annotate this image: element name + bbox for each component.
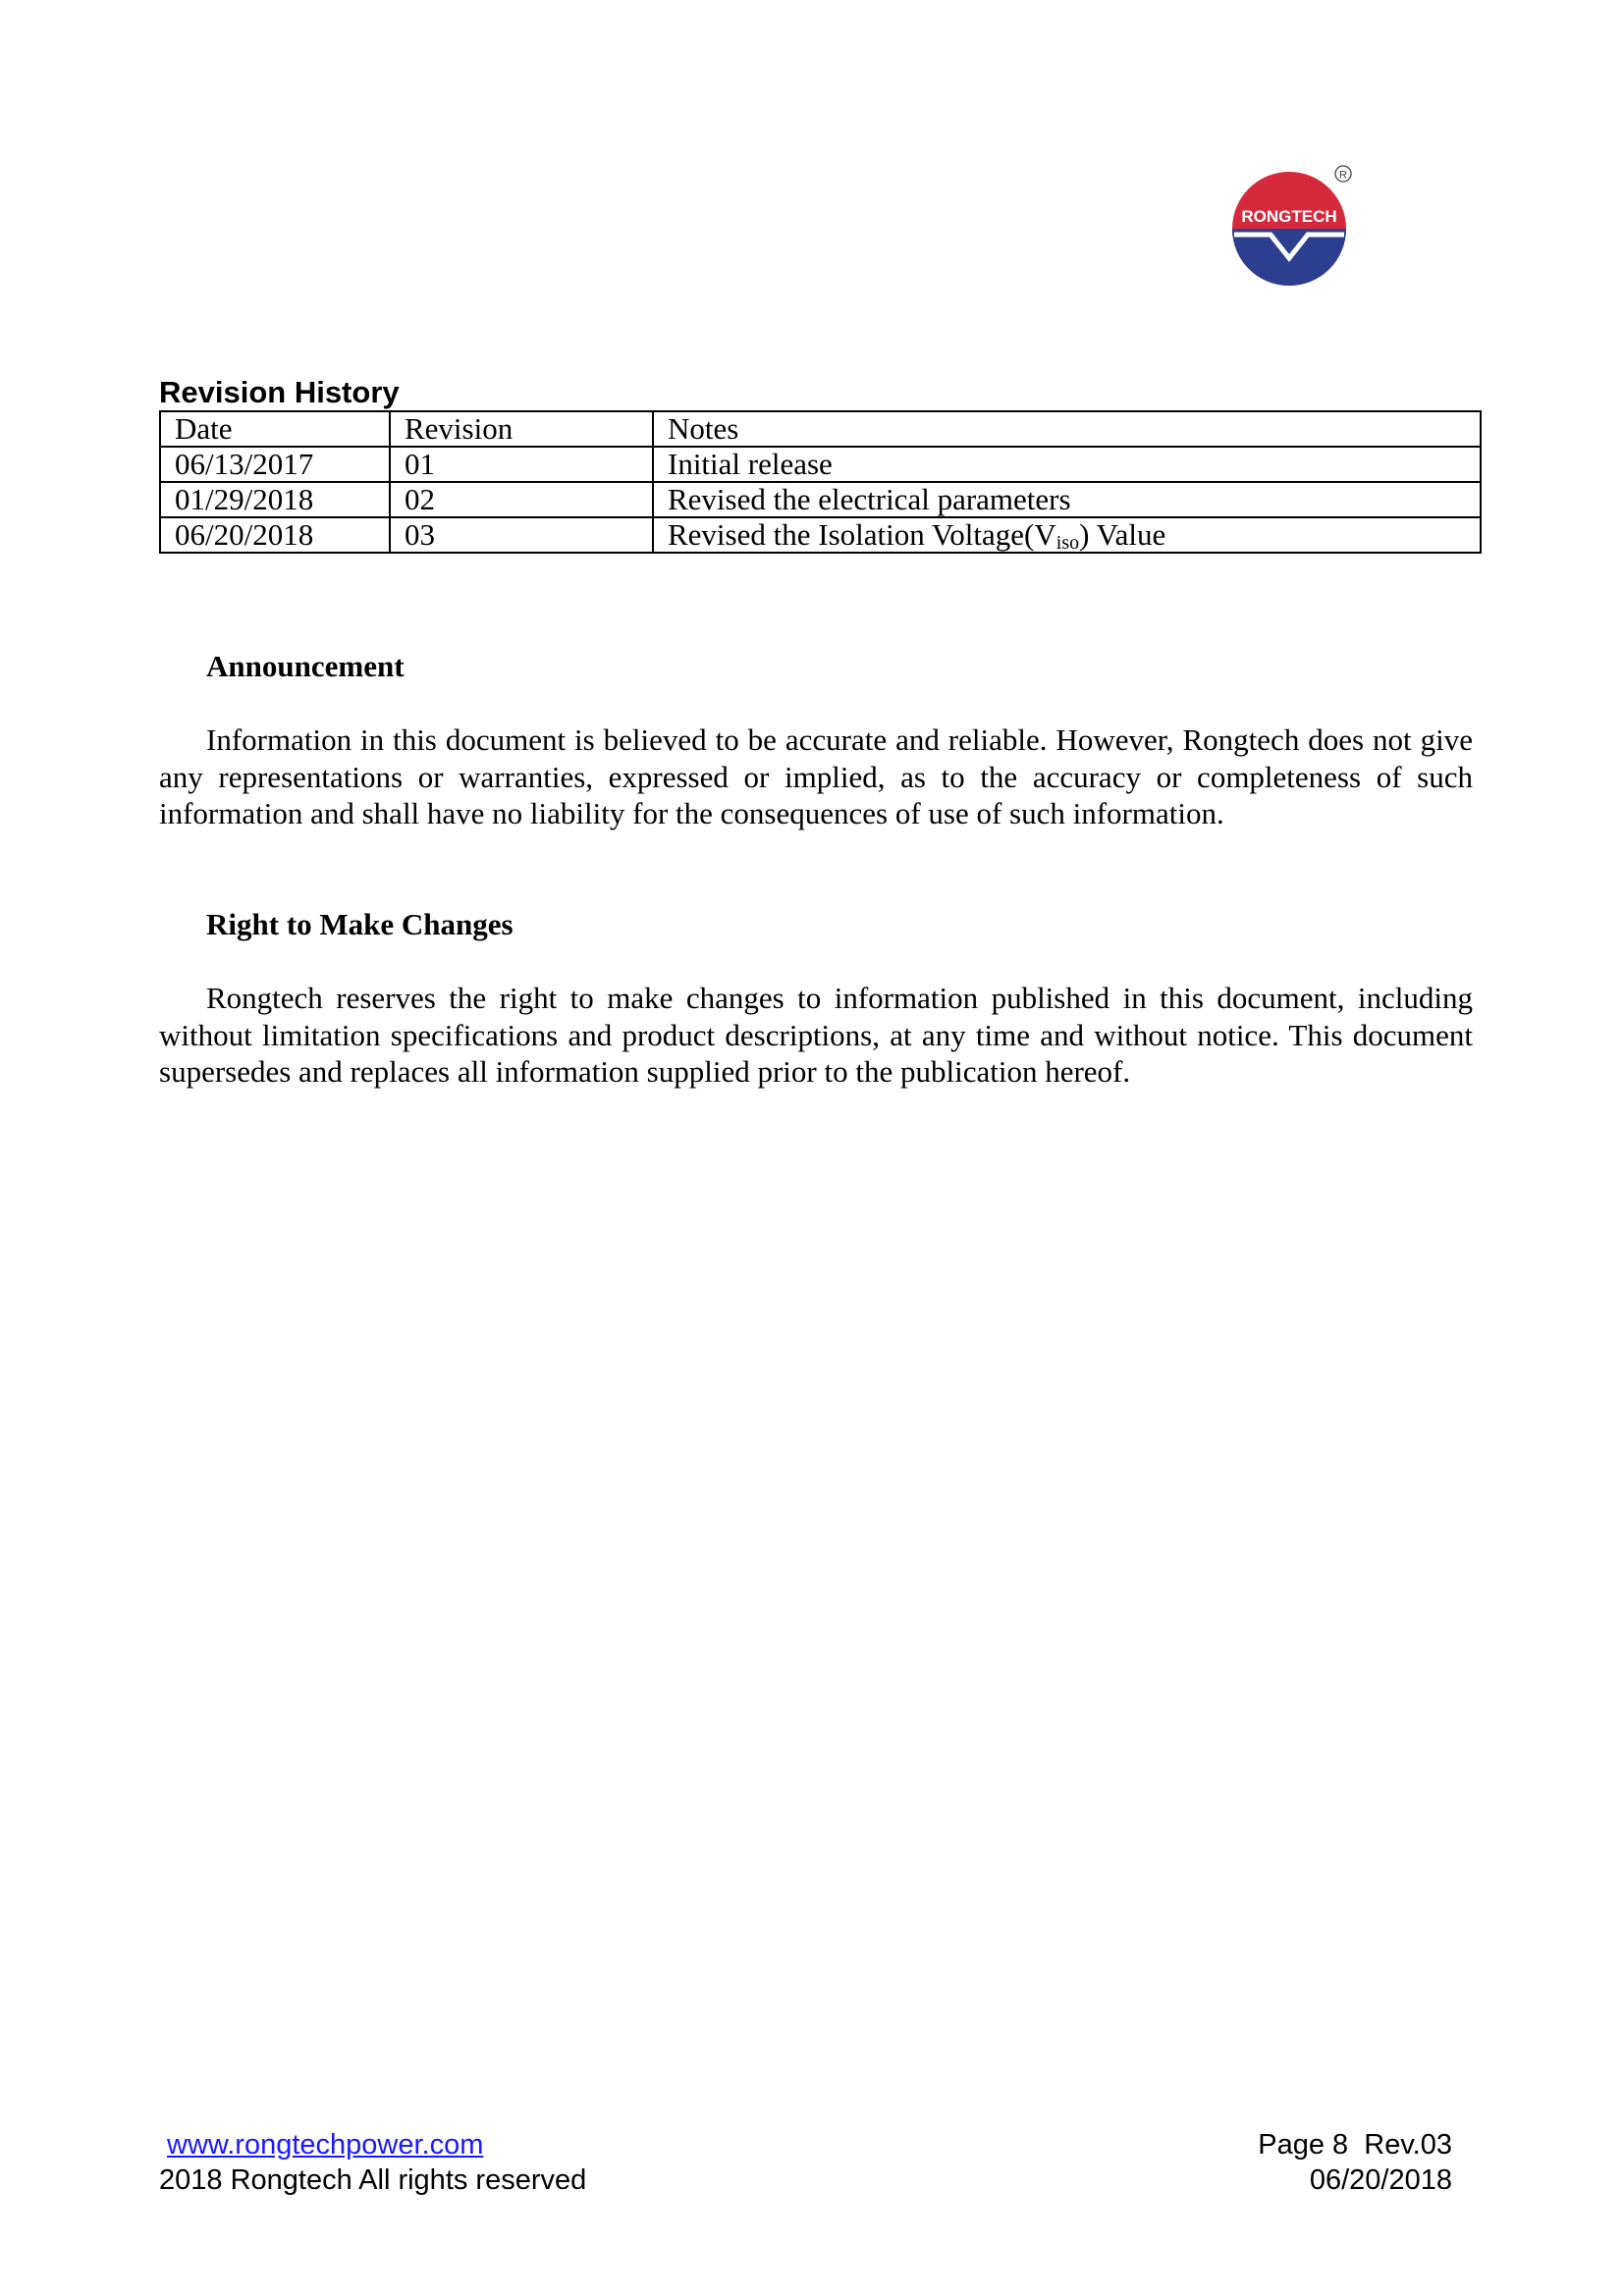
row-date: 01/29/2018	[160, 482, 390, 517]
logo-brand-text: RONGTECH	[1241, 207, 1337, 226]
announcement-heading: Announcement	[206, 649, 405, 683]
rongtech-logo	[1225, 160, 1363, 290]
website-link[interactable]: www.rongtechpower.com	[167, 2129, 484, 2161]
row-revision: 01	[390, 447, 653, 482]
row-revision: 02	[390, 482, 653, 517]
right-to-change-heading: Right to Make Changes	[206, 907, 514, 941]
announcement-body: Information in this document is believed to be accurate and reliable. However, Rongtech does not give any representations or warranties, expressed or implied, as to the accuracy or completeness of such information and shall have no liability for the consequences of use of such information.	[159, 722, 1473, 830]
registered-mark: R	[1339, 169, 1347, 182]
table-header-row	[160, 411, 1481, 447]
notes-suffix: ) Value	[1079, 517, 1166, 552]
copyright-text: 2018 Rongtech All rights reserved	[159, 2164, 587, 2196]
row-revision: 03	[390, 517, 653, 553]
right-to-change-body: Rongtech reserves the right to make changes to information published in this document, including without limitation specifications and product descriptions, at any time and without notice. This document supersedes and replaces all information supplied prior to the publication hereof.	[159, 981, 1473, 1089]
row-notes: Revised the electrical parameters	[653, 482, 1481, 517]
table-row	[160, 482, 1481, 517]
row-notes: Initial release	[653, 447, 1481, 482]
rongtech-logo-icon	[1225, 160, 1363, 290]
header-revision: Revision	[390, 411, 653, 447]
row-date: 06/13/2017	[160, 447, 390, 482]
revision-history-table	[159, 410, 1482, 554]
table-row	[160, 517, 1481, 553]
row-notes	[653, 517, 1481, 553]
notes-prefix: Revised the Isolation Voltage(V	[668, 517, 1056, 552]
notes-subscript: iso	[1055, 532, 1080, 554]
header-date: Date	[160, 411, 390, 447]
revision-history-title: Revision History	[159, 375, 400, 409]
page-revision-label: Page 8 Rev.03	[1258, 2129, 1452, 2161]
header-notes: Notes	[653, 411, 1481, 447]
row-date: 06/20/2018	[160, 517, 390, 553]
footer-date: 06/20/2018	[1309, 2164, 1452, 2196]
table-row	[160, 447, 1481, 482]
